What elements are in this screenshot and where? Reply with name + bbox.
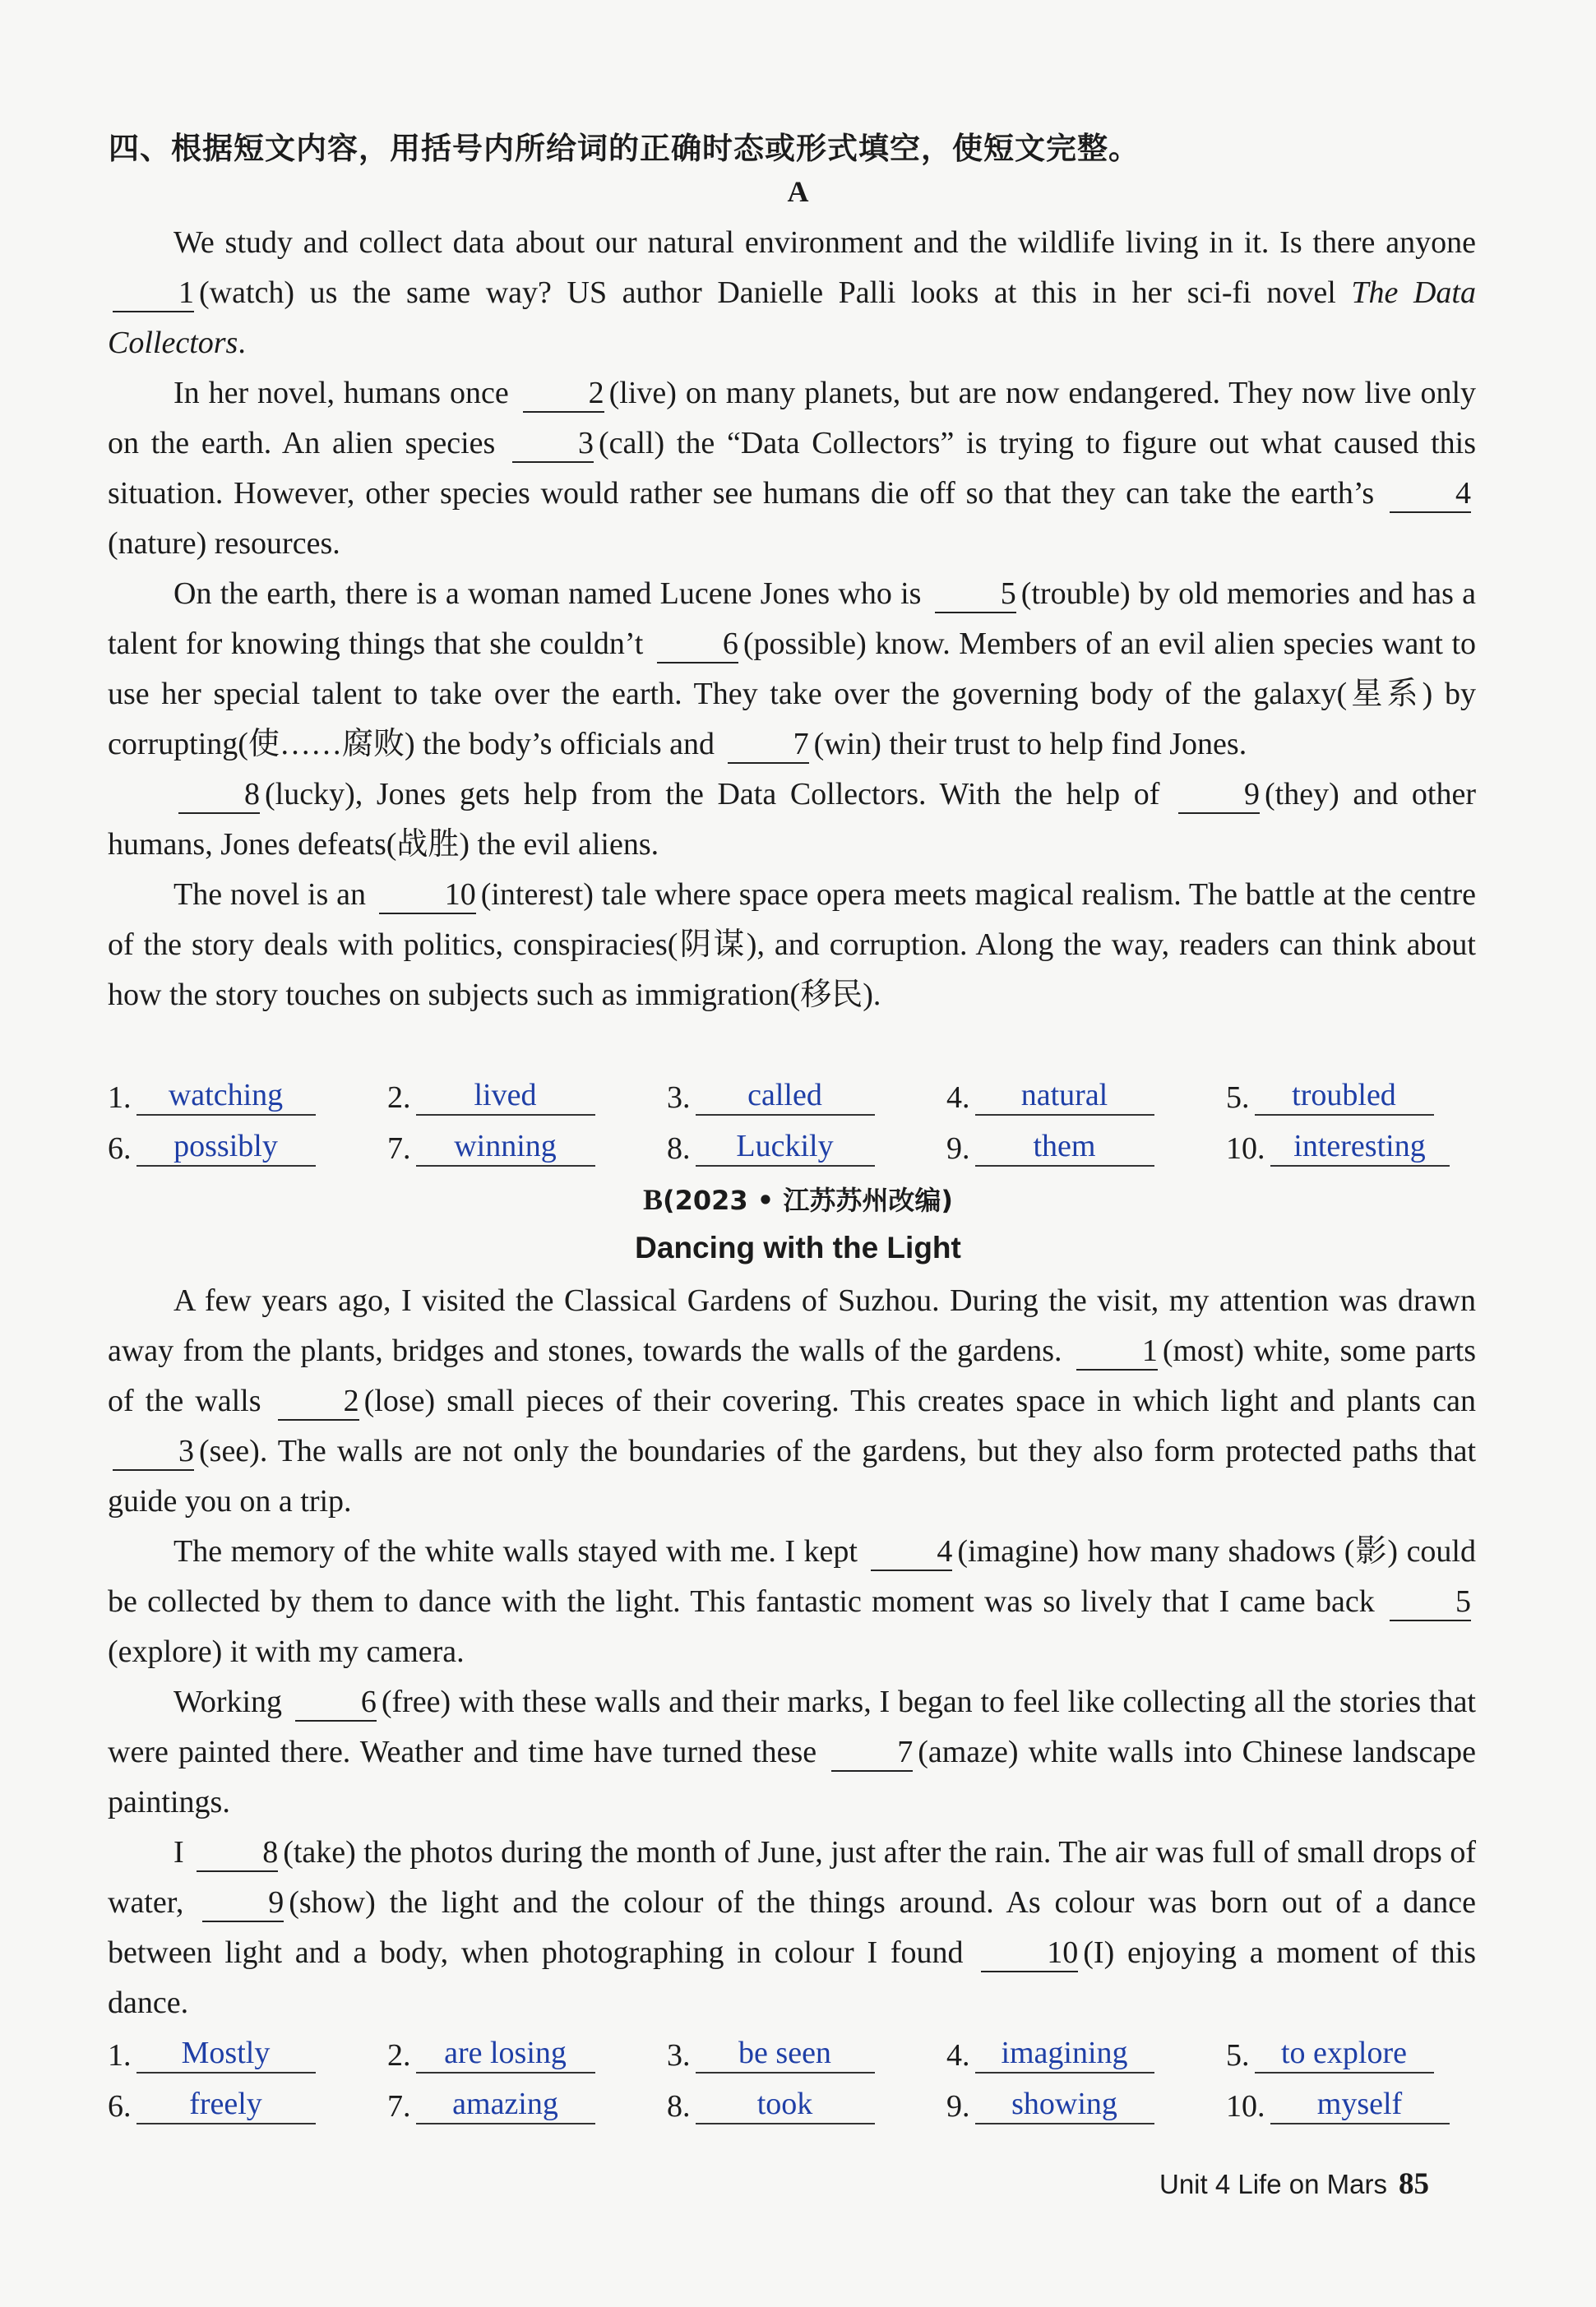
blank: 6 <box>657 626 738 663</box>
answer-item: 4. natural <box>946 1076 1226 1116</box>
answer-item: 8. took <box>667 2085 946 2124</box>
blank: 4 <box>871 1533 952 1571</box>
blank: 3 <box>512 425 594 463</box>
blank: 10 <box>981 1935 1078 1972</box>
paragraph: A few years ago, I visited the Classical Gardens of Suzhou. During the visit, my attention was drawn away from the plants, bridges and stones, towards the walls of the gardens. 1 (most) white, some parts of the walls 2 (lose) small pieces of their covering. This creates space in which light and plants can 3 (see). The walls are not only the boundaries of the gardens, but they also form protected paths that guide you on a trip. <box>108 1283 1476 1519</box>
paragraph: The novel is an 10 (interest) tale where space opera meets magical realism. The battle at the centre of the story deals with politics, conspiracies(阴谋), and corruption. Along the way, readers can think about how the story touches on subjects such as immigration(移民). <box>108 877 1476 1012</box>
answer-item: 6. freely <box>108 2085 387 2124</box>
answer-text: imagining <box>975 2034 1154 2074</box>
paragraph: Working 6 (free) with these walls and their marks, I began to feel like collecting all the stories that were painted there. Weather and time have turned these 7 (amaze) white walls into Chinese landscape paintings. <box>108 1685 1476 1819</box>
blank: 10 <box>379 876 476 914</box>
passage-a-label: A <box>787 175 809 208</box>
answer-item: 3. be seen <box>667 2034 946 2074</box>
answer-item: 7. winning <box>387 1127 667 1167</box>
blank: 7 <box>831 1734 913 1772</box>
answer-item: 6. possibly <box>108 1127 387 1167</box>
passage-b-title: Dancing with the Light <box>635 1231 961 1264</box>
blank: 7 <box>728 726 809 764</box>
answer-text: amazing <box>416 2085 595 2124</box>
answer-item: 1. Mostly <box>108 2034 387 2074</box>
blank: 5 <box>935 576 1016 613</box>
passage-b-source: B(2023 • 江苏苏州改编) <box>642 1183 954 1216</box>
answer-item: 8. Luckily <box>667 1127 946 1167</box>
answer-text: be seen <box>696 2034 875 2074</box>
answer-item: 2. are losing <box>387 2034 667 2074</box>
blank: 1 <box>113 275 194 312</box>
answers-b <box>108 2023 1506 2124</box>
answer-text: took <box>696 2085 875 2124</box>
page-number: 85 <box>1398 2167 1429 2201</box>
answer-item: 1. watching <box>108 1076 387 1116</box>
blank: 4 <box>1390 475 1471 513</box>
blank: 8 <box>178 776 260 814</box>
blank: 6 <box>295 1684 377 1722</box>
answer-item: 10. myself <box>1226 2085 1506 2124</box>
answer-item: 3. called <box>667 1076 946 1116</box>
answer-text: lived <box>416 1076 595 1116</box>
answers-a <box>108 1065 1506 1167</box>
blank: 2 <box>523 375 604 413</box>
page-footer <box>1159 2166 1429 2202</box>
answer-text: watching <box>136 1076 316 1116</box>
blank: 2 <box>278 1383 359 1421</box>
paragraph: 8 (lucky), Jones gets help from the Data Collectors. With the help of 9 (they) and other humans, Jones defeats(战胜) the evil aliens. <box>108 777 1476 862</box>
answer-row <box>108 2023 1506 2074</box>
answer-item: 2. lived <box>387 1076 667 1116</box>
paragraph: The memory of the white walls stayed with me. I kept 4 (imagine) how many shadows (影) could be collected by them to dance with the light. This fantastic moment was so lively that I came back 5(explore) it with my camera. <box>108 1534 1476 1669</box>
unit-title: Unit 4 Life on Mars <box>1159 2169 1387 2199</box>
answer-row <box>108 1065 1506 1116</box>
blank: 5 <box>1390 1583 1471 1621</box>
section-heading: 四、根据短文内容，用括号内所给词的正确时态或形式填空，使短文完整。 <box>109 131 1140 166</box>
answer-text: Luckily <box>696 1127 875 1167</box>
answer-text: natural <box>975 1076 1154 1116</box>
answer-item: 7. amazing <box>387 2085 667 2124</box>
answer-text: them <box>975 1127 1154 1167</box>
answer-text: called <box>696 1076 875 1116</box>
answer-text: myself <box>1270 2085 1450 2124</box>
answer-item: 5. to explore <box>1226 2034 1506 2074</box>
answer-text: interesting <box>1270 1127 1450 1167</box>
answer-item: 10. interesting <box>1226 1127 1506 1167</box>
paragraph: In her novel, humans once 2 (live) on many planets, but are now endangered. They now live only on the earth. An alien species 3 (call) the “Data Collectors” is trying to figure out what caused this situation. However, other species would rather see humans die off so that they can take the earth’s 4(nature) resources. <box>108 376 1477 561</box>
answer-text: troubled <box>1255 1076 1434 1116</box>
answer-row <box>108 1116 1506 1167</box>
answer-item: 9. them <box>946 1127 1226 1167</box>
paragraph: I 8 (take) the photos during the month of June, just after the rain. The air was full of small drops of water, 9 (show) the light and the colour of the things around. As colour was born out of a dance between light and a body, when photographing in colour I found 10 (I) enjoying a moment of this dance. <box>108 1835 1476 2020</box>
answer-text: possibly <box>136 1127 316 1167</box>
blank: 1 <box>1076 1333 1158 1371</box>
answer-item: 5. troubled <box>1226 1076 1506 1116</box>
passage-a <box>108 218 1476 1020</box>
answer-row <box>108 2074 1506 2124</box>
paragraph: We study and collect data about our natural environment and the wildlife living in it. Is there anyone 1 (watch) us the same way? US author Danielle Palli looks at this in her sci-fi novel The Data Collectors. <box>108 225 1476 360</box>
answer-text: freely <box>136 2085 316 2124</box>
answer-text: showing <box>975 2085 1154 2124</box>
blank: 3 <box>113 1433 194 1471</box>
blank: 8 <box>197 1834 278 1872</box>
answer-text: winning <box>416 1127 595 1167</box>
answer-text: to explore <box>1255 2034 1434 2074</box>
answer-item: 4. imagining <box>946 2034 1226 2074</box>
blank: 9 <box>202 1884 284 1922</box>
answer-text: are losing <box>416 2034 595 2074</box>
answer-text: Mostly <box>136 2034 316 2074</box>
paragraph: On the earth, there is a woman named Lucene Jones who is 5 (trouble) by old memories and has a talent for knowing things that she couldn’t 6 (possible) know. Members of an evil alien species want to use her special talent to take over the earth. They take over the governing body of the galaxy(星系) by corrupting(使……腐败) the body’s officials and 7 (win) their trust to help find Jones. <box>108 569 1476 770</box>
passage-b <box>108 1276 1476 2028</box>
book-title: The Data Collectors <box>108 275 1476 360</box>
answer-item: 9. showing <box>946 2085 1226 2124</box>
blank: 9 <box>1178 776 1260 814</box>
